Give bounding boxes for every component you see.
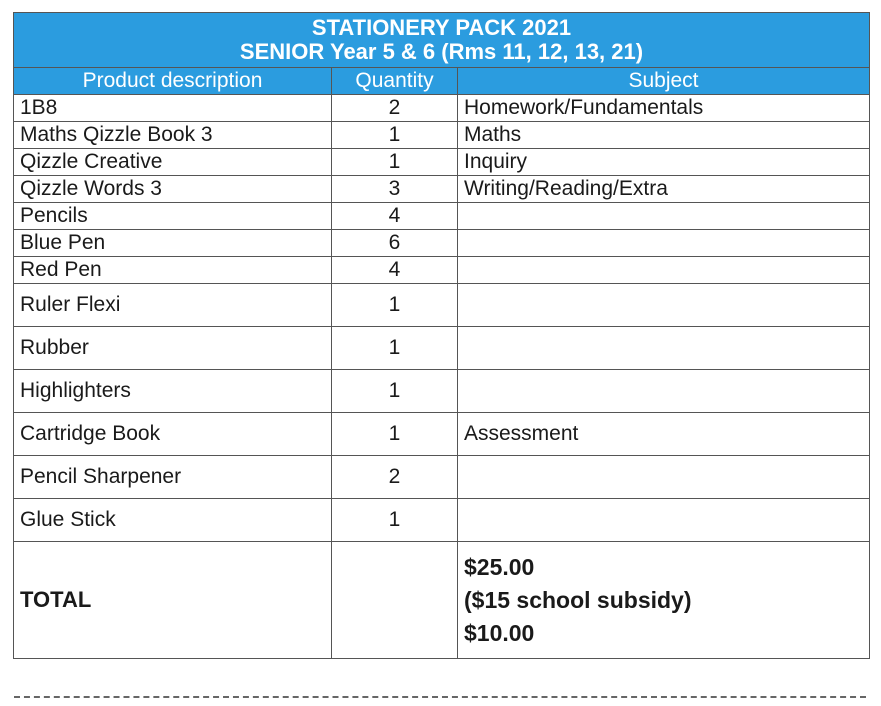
stationery-pack-form — [13, 12, 869, 659]
product-cell: Highlighters — [14, 370, 332, 413]
column-header-row — [14, 68, 870, 95]
table-row — [14, 257, 870, 284]
total-quantity-cell — [332, 542, 458, 659]
total-row — [14, 542, 870, 659]
table-row — [14, 413, 870, 456]
subject-cell — [458, 370, 870, 413]
subject-cell: Maths — [458, 122, 870, 149]
page-title: STATIONERY PACK 2021 — [311, 15, 572, 40]
table-row — [14, 499, 870, 542]
quantity-cell: 2 — [332, 95, 458, 122]
quantity-cell: 3 — [332, 176, 458, 203]
product-cell: Qizzle Creative — [14, 149, 332, 176]
product-cell: Red Pen — [14, 257, 332, 284]
quantity-cell: 4 — [332, 203, 458, 230]
page-subtitle: SENIOR Year 5 & 6 (Rms 11, 12, 13, 21) — [239, 39, 644, 64]
table-row — [14, 284, 870, 327]
quantity-cell: 1 — [332, 413, 458, 456]
title-row — [14, 13, 870, 68]
product-cell: Cartridge Book — [14, 413, 332, 456]
table-row — [14, 230, 870, 257]
quantity-cell: 1 — [332, 327, 458, 370]
product-cell: Pencil Sharpener — [14, 456, 332, 499]
subject-cell — [458, 327, 870, 370]
table-row — [14, 122, 870, 149]
product-cell: Ruler Flexi — [14, 284, 332, 327]
subject-cell — [458, 284, 870, 327]
column-header-quantity: Quantity — [332, 68, 458, 95]
product-cell: Blue Pen — [14, 230, 332, 257]
cut-line-divider — [14, 696, 866, 698]
quantity-cell: 4 — [332, 257, 458, 284]
column-header-product: Product description — [14, 68, 332, 95]
product-cell: Rubber — [14, 327, 332, 370]
product-cell: 1B8 — [14, 95, 332, 122]
total-amount-cell — [458, 542, 870, 659]
quantity-cell: 1 — [332, 499, 458, 542]
table-row — [14, 370, 870, 413]
subject-cell — [458, 257, 870, 284]
subject-cell: Assessment — [458, 413, 870, 456]
quantity-cell: 1 — [332, 284, 458, 327]
product-cell: Maths Qizzle Book 3 — [14, 122, 332, 149]
table-row — [14, 176, 870, 203]
total-label: TOTAL — [14, 542, 332, 659]
product-cell: Glue Stick — [14, 499, 332, 542]
quantity-cell: 1 — [332, 370, 458, 413]
subject-cell — [458, 203, 870, 230]
subject-cell — [458, 499, 870, 542]
net-price: $10.00 — [464, 619, 535, 646]
subject-cell — [458, 230, 870, 257]
quantity-cell: 2 — [332, 456, 458, 499]
product-cell: Pencils — [14, 203, 332, 230]
table-row — [14, 327, 870, 370]
total-price: $25.00 — [464, 553, 535, 580]
table-row — [14, 203, 870, 230]
table-row — [14, 456, 870, 499]
subject-cell — [458, 456, 870, 499]
table-row — [14, 95, 870, 122]
subsidy-note: ($15 school subsidy) — [464, 586, 692, 613]
table-row — [14, 149, 870, 176]
column-header-subject: Subject — [458, 68, 870, 95]
subject-cell: Inquiry — [458, 149, 870, 176]
title-banner — [14, 13, 870, 68]
quantity-cell: 1 — [332, 149, 458, 176]
stationery-table — [13, 12, 870, 659]
quantity-cell: 1 — [332, 122, 458, 149]
product-cell: Qizzle Words 3 — [14, 176, 332, 203]
subject-cell: Homework/Fundamentals — [458, 95, 870, 122]
subject-cell: Writing/Reading/Extra — [458, 176, 870, 203]
quantity-cell: 6 — [332, 230, 458, 257]
